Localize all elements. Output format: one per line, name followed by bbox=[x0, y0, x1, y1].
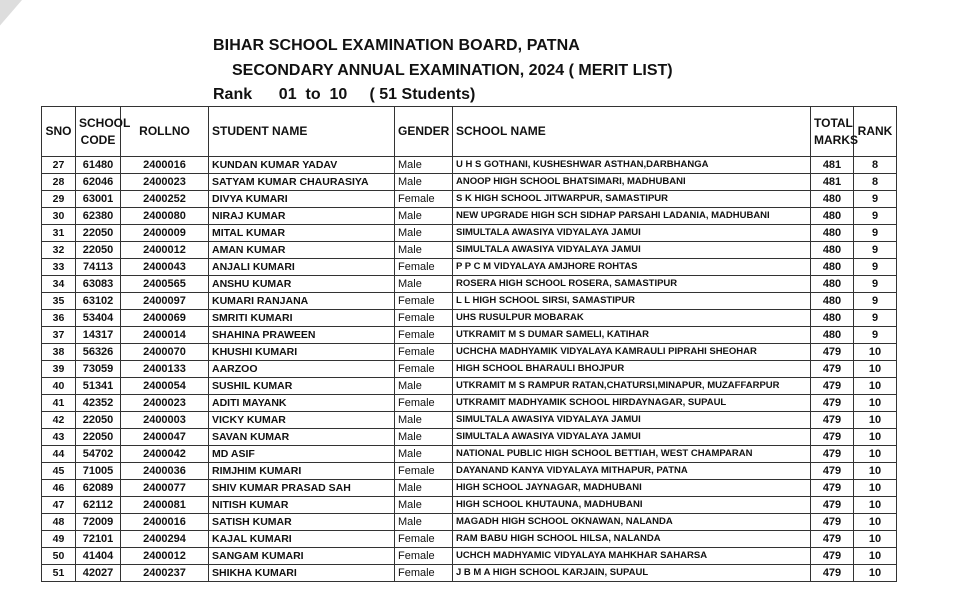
cell-school-name: S K HIGH SCHOOL JITWARPUR, SAMASTIPUR bbox=[453, 191, 811, 208]
cell-rollno: 2400054 bbox=[121, 378, 209, 395]
cell-sno: 48 bbox=[42, 514, 76, 531]
cell-rank: 10 bbox=[854, 514, 897, 531]
cell-school-code: 22050 bbox=[76, 225, 121, 242]
cell-rollno: 2400036 bbox=[121, 463, 209, 480]
cell-rollno: 2400252 bbox=[121, 191, 209, 208]
cell-student-name: SATYAM KUMAR CHAURASIYA bbox=[209, 174, 395, 191]
cell-rollno: 2400237 bbox=[121, 565, 209, 582]
col-rollno: ROLLNO bbox=[121, 107, 209, 157]
table-row bbox=[42, 480, 897, 497]
cell-school-code: 62089 bbox=[76, 480, 121, 497]
cell-rollno: 2400009 bbox=[121, 225, 209, 242]
cell-gender: Female bbox=[395, 259, 453, 276]
cell-school-name: J B M A HIGH SCHOOL KARJAIN, SUPAUL bbox=[453, 565, 811, 582]
board-title: BIHAR SCHOOL EXAMINATION BOARD, PATNA bbox=[213, 37, 580, 54]
cell-sno: 31 bbox=[42, 225, 76, 242]
cell-student-name: ANJALI KUMARI bbox=[209, 259, 395, 276]
cell-total-marks: 479 bbox=[811, 378, 854, 395]
cell-gender: Male bbox=[395, 276, 453, 293]
cell-gender: Male bbox=[395, 412, 453, 429]
cell-total-marks: 479 bbox=[811, 565, 854, 582]
cell-total-marks: 479 bbox=[811, 497, 854, 514]
cell-sno: 43 bbox=[42, 429, 76, 446]
cell-school-code: 72101 bbox=[76, 531, 121, 548]
cell-student-name: SANGAM KUMARI bbox=[209, 548, 395, 565]
cell-rank: 9 bbox=[854, 208, 897, 225]
cell-rank: 10 bbox=[854, 446, 897, 463]
cell-gender: Male bbox=[395, 378, 453, 395]
header-row bbox=[42, 107, 897, 157]
cell-school-name: HIGH SCHOOL BHARAULI BHOJPUR bbox=[453, 361, 811, 378]
cell-school-code: 62380 bbox=[76, 208, 121, 225]
cell-total-marks: 480 bbox=[811, 208, 854, 225]
cell-school-name: MAGADH HIGH SCHOOL OKNAWAN, NALANDA bbox=[453, 514, 811, 531]
cell-sno: 33 bbox=[42, 259, 76, 276]
cell-student-name: KUMARI RANJANA bbox=[209, 293, 395, 310]
table-row bbox=[42, 259, 897, 276]
cell-total-marks: 480 bbox=[811, 310, 854, 327]
cell-student-name: NIRAJ KUMAR bbox=[209, 208, 395, 225]
cell-gender: Female bbox=[395, 531, 453, 548]
cell-school-name: UTKRAMIT M S RAMPUR RATAN,CHATURSI,MINAPUR, MUZAFFARPUR bbox=[453, 378, 811, 395]
cell-rank: 9 bbox=[854, 225, 897, 242]
cell-school-code: 53404 bbox=[76, 310, 121, 327]
cell-school-name: SIMULTALA AWASIYA VIDYALAYA JAMUI bbox=[453, 242, 811, 259]
cell-rank: 8 bbox=[854, 157, 897, 174]
table-row bbox=[42, 378, 897, 395]
cell-rollno: 2400016 bbox=[121, 514, 209, 531]
cell-rollno: 2400043 bbox=[121, 259, 209, 276]
cell-rank: 10 bbox=[854, 344, 897, 361]
cell-sno: 51 bbox=[42, 565, 76, 582]
cell-school-code: 22050 bbox=[76, 412, 121, 429]
cell-total-marks: 480 bbox=[811, 225, 854, 242]
cell-total-marks: 479 bbox=[811, 548, 854, 565]
cell-rollno: 2400012 bbox=[121, 548, 209, 565]
cell-gender: Male bbox=[395, 225, 453, 242]
table-row bbox=[42, 310, 897, 327]
cell-gender: Female bbox=[395, 293, 453, 310]
cell-rollno: 2400294 bbox=[121, 531, 209, 548]
cell-student-name: VICKY KUMAR bbox=[209, 412, 395, 429]
cell-rollno: 2400023 bbox=[121, 395, 209, 412]
cell-sno: 37 bbox=[42, 327, 76, 344]
cell-rank: 9 bbox=[854, 191, 897, 208]
cell-gender: Female bbox=[395, 463, 453, 480]
col-rank: RANK bbox=[854, 107, 897, 157]
cell-rank: 9 bbox=[854, 259, 897, 276]
cell-school-code: 51341 bbox=[76, 378, 121, 395]
cell-rank: 10 bbox=[854, 531, 897, 548]
cell-total-marks: 479 bbox=[811, 344, 854, 361]
cell-school-name: UCHCH MADHYAMIC VIDYALAYA MAHKHAR SAHARSA bbox=[453, 548, 811, 565]
cell-total-marks: 481 bbox=[811, 174, 854, 191]
cell-total-marks: 479 bbox=[811, 412, 854, 429]
cell-school-code: 42027 bbox=[76, 565, 121, 582]
table-row bbox=[42, 412, 897, 429]
cell-gender: Male bbox=[395, 514, 453, 531]
table-row bbox=[42, 463, 897, 480]
col-total-marks bbox=[811, 107, 858, 157]
cell-student-name: KUNDAN KUMAR YADAV bbox=[209, 157, 395, 174]
cell-gender: Female bbox=[395, 548, 453, 565]
cell-gender: Male bbox=[395, 429, 453, 446]
cell-total-marks: 479 bbox=[811, 395, 854, 412]
cell-sno: 28 bbox=[42, 174, 76, 191]
cell-total-marks: 479 bbox=[811, 463, 854, 480]
cell-student-name: KHUSHI KUMARI bbox=[209, 344, 395, 361]
cell-school-name: ROSERA HIGH SCHOOL ROSERA, SAMASTIPUR bbox=[453, 276, 811, 293]
cell-school-name: P P C M VIDYALAYA AMJHORE ROHTAS bbox=[453, 259, 811, 276]
cell-total-marks: 479 bbox=[811, 446, 854, 463]
cell-school-code: 71005 bbox=[76, 463, 121, 480]
table-row bbox=[42, 191, 897, 208]
cell-rank: 9 bbox=[854, 276, 897, 293]
cell-gender: Female bbox=[395, 344, 453, 361]
cell-school-name: DAYANAND KANYA VIDYALAYA MITHAPUR, PATNA bbox=[453, 463, 811, 480]
cell-total-marks: 479 bbox=[811, 514, 854, 531]
cell-school-name: L L HIGH SCHOOL SIRSI, SAMASTIPUR bbox=[453, 293, 811, 310]
cell-rank: 10 bbox=[854, 565, 897, 582]
cell-school-code: 62112 bbox=[76, 497, 121, 514]
cell-school-name: HIGH SCHOOL JAYNAGAR, MADHUBANI bbox=[453, 480, 811, 497]
cell-school-code: 62046 bbox=[76, 174, 121, 191]
col-total-marks-line2: MARKS bbox=[814, 132, 858, 147]
cell-school-code: 61480 bbox=[76, 157, 121, 174]
cell-total-marks: 479 bbox=[811, 361, 854, 378]
cell-gender: Female bbox=[395, 310, 453, 327]
cell-rollno: 2400014 bbox=[121, 327, 209, 344]
cell-sno: 29 bbox=[42, 191, 76, 208]
cell-total-marks: 479 bbox=[811, 531, 854, 548]
cell-school-name: SIMULTALA AWASIYA VIDYALAYA JAMUI bbox=[453, 412, 811, 429]
table-row bbox=[42, 361, 897, 378]
cell-school-code: 73059 bbox=[76, 361, 121, 378]
cell-school-code: 63083 bbox=[76, 276, 121, 293]
table-row bbox=[42, 531, 897, 548]
cell-total-marks: 479 bbox=[811, 480, 854, 497]
cell-rollno: 2400012 bbox=[121, 242, 209, 259]
cell-student-name: SATISH KUMAR bbox=[209, 514, 395, 531]
merit-list-table bbox=[41, 106, 897, 582]
table-row bbox=[42, 208, 897, 225]
col-gender: GENDER bbox=[395, 107, 453, 157]
table-row bbox=[42, 548, 897, 565]
cell-rank: 8 bbox=[854, 174, 897, 191]
cell-rollno: 2400042 bbox=[121, 446, 209, 463]
cell-rank: 10 bbox=[854, 395, 897, 412]
cell-gender: Male bbox=[395, 174, 453, 191]
cell-gender: Female bbox=[395, 395, 453, 412]
cell-school-name: ANOOP HIGH SCHOOL BHATSIMARI, MADHUBANI bbox=[453, 174, 811, 191]
cell-sno: 49 bbox=[42, 531, 76, 548]
table-row bbox=[42, 174, 897, 191]
cell-rank: 9 bbox=[854, 327, 897, 344]
cell-student-name: NITISH KUMAR bbox=[209, 497, 395, 514]
cell-rollno: 2400016 bbox=[121, 157, 209, 174]
cell-total-marks: 480 bbox=[811, 276, 854, 293]
cell-sno: 27 bbox=[42, 157, 76, 174]
cell-total-marks: 479 bbox=[811, 429, 854, 446]
cell-rank: 10 bbox=[854, 548, 897, 565]
table-row bbox=[42, 514, 897, 531]
cell-school-name: RAM BABU HIGH SCHOOL HILSA, NALANDA bbox=[453, 531, 811, 548]
cell-sno: 36 bbox=[42, 310, 76, 327]
cell-student-name: SHIKHA KUMARI bbox=[209, 565, 395, 582]
cell-student-name: SUSHIL KUMAR bbox=[209, 378, 395, 395]
cell-sno: 38 bbox=[42, 344, 76, 361]
cell-student-name: AARZOO bbox=[209, 361, 395, 378]
cell-sno: 30 bbox=[42, 208, 76, 225]
col-sno: SNO bbox=[42, 107, 76, 157]
cell-gender: Male bbox=[395, 446, 453, 463]
cell-school-code: 14317 bbox=[76, 327, 121, 344]
cell-student-name: SAVAN KUMAR bbox=[209, 429, 395, 446]
cell-sno: 32 bbox=[42, 242, 76, 259]
table-row bbox=[42, 157, 897, 174]
cell-school-name: UCHCHA MADHYAMIK VIDYALAYA KAMRAULI PIPRAHI SHEOHAR bbox=[453, 344, 811, 361]
cell-sno: 34 bbox=[42, 276, 76, 293]
cell-student-name: MITAL KUMAR bbox=[209, 225, 395, 242]
cell-sno: 44 bbox=[42, 446, 76, 463]
table-row bbox=[42, 344, 897, 361]
cell-student-name: ADITI MAYANK bbox=[209, 395, 395, 412]
cell-gender: Male bbox=[395, 208, 453, 225]
cell-school-name: SIMULTALA AWASIYA VIDYALAYA JAMUI bbox=[453, 225, 811, 242]
table-row bbox=[42, 276, 897, 293]
cell-student-name: SMRITI KUMARI bbox=[209, 310, 395, 327]
cell-rank: 10 bbox=[854, 497, 897, 514]
cell-student-name: DIVYA KUMARI bbox=[209, 191, 395, 208]
cell-gender: Female bbox=[395, 565, 453, 582]
cell-school-code: 54702 bbox=[76, 446, 121, 463]
cell-gender: Male bbox=[395, 242, 453, 259]
cell-school-code: 22050 bbox=[76, 242, 121, 259]
cell-total-marks: 481 bbox=[811, 157, 854, 174]
table-row bbox=[42, 497, 897, 514]
cell-school-name: NATIONAL PUBLIC HIGH SCHOOL BETTIAH, WEST CHAMPARAN bbox=[453, 446, 811, 463]
cell-total-marks: 480 bbox=[811, 327, 854, 344]
exam-title: SECONDARY ANNUAL EXAMINATION, 2024 ( MERIT LIST) bbox=[232, 62, 673, 79]
cell-sno: 45 bbox=[42, 463, 76, 480]
cell-school-name: HIGH SCHOOL KHUTAUNA, MADHUBANI bbox=[453, 497, 811, 514]
cell-rank: 10 bbox=[854, 378, 897, 395]
cell-sno: 40 bbox=[42, 378, 76, 395]
cell-student-name: MD ASIF bbox=[209, 446, 395, 463]
cell-total-marks: 480 bbox=[811, 259, 854, 276]
cell-student-name: RIMJHIM KUMARI bbox=[209, 463, 395, 480]
cell-student-name: AMAN KUMAR bbox=[209, 242, 395, 259]
cell-gender: Female bbox=[395, 191, 453, 208]
cell-rank: 10 bbox=[854, 429, 897, 446]
cell-student-name: ANSHU KUMAR bbox=[209, 276, 395, 293]
cell-school-name: UHS RUSULPUR MOBARAK bbox=[453, 310, 811, 327]
cell-student-name: SHAHINA PRAWEEN bbox=[209, 327, 395, 344]
cell-sno: 46 bbox=[42, 480, 76, 497]
cell-sno: 35 bbox=[42, 293, 76, 310]
cell-school-code: 63102 bbox=[76, 293, 121, 310]
page-corner-fold bbox=[0, 0, 22, 44]
cell-sno: 42 bbox=[42, 412, 76, 429]
cell-school-code: 56326 bbox=[76, 344, 121, 361]
cell-rank: 9 bbox=[854, 242, 897, 259]
cell-rollno: 2400081 bbox=[121, 497, 209, 514]
cell-rank: 10 bbox=[854, 463, 897, 480]
col-student-name: STUDENT NAME bbox=[209, 107, 395, 157]
cell-total-marks: 480 bbox=[811, 242, 854, 259]
table-row bbox=[42, 429, 897, 446]
cell-total-marks: 480 bbox=[811, 293, 854, 310]
table-header bbox=[42, 107, 897, 157]
cell-rollno: 2400003 bbox=[121, 412, 209, 429]
cell-sno: 41 bbox=[42, 395, 76, 412]
col-total-marks-line1: TOTAL bbox=[814, 115, 853, 130]
cell-rank: 10 bbox=[854, 361, 897, 378]
cell-student-name: SHIV KUMAR PRASAD SAH bbox=[209, 480, 395, 497]
table-body bbox=[42, 157, 897, 582]
cell-student-name: KAJAL KUMARI bbox=[209, 531, 395, 548]
rank-range: Rank 01 to 10 ( 51 Students) bbox=[213, 86, 476, 103]
table-row bbox=[42, 395, 897, 412]
cell-gender: Male bbox=[395, 157, 453, 174]
cell-rank: 10 bbox=[854, 412, 897, 429]
table-row bbox=[42, 327, 897, 344]
cell-rollno: 2400080 bbox=[121, 208, 209, 225]
cell-school-name: NEW UPGRADE HIGH SCH SIDHAP PARSAHI LADANIA, MADHUBANI bbox=[453, 208, 811, 225]
cell-rollno: 2400023 bbox=[121, 174, 209, 191]
cell-school-name: U H S GOTHANI, KUSHESHWAR ASTHAN,DARBHANGA bbox=[453, 157, 811, 174]
cell-school-name: SIMULTALA AWASIYA VIDYALAYA JAMUI bbox=[453, 429, 811, 446]
cell-sno: 50 bbox=[42, 548, 76, 565]
cell-rollno: 2400097 bbox=[121, 293, 209, 310]
cell-gender: Male bbox=[395, 497, 453, 514]
col-school-code-line2: CODE bbox=[80, 132, 116, 147]
cell-gender: Female bbox=[395, 327, 453, 344]
cell-rank: 10 bbox=[854, 480, 897, 497]
table-row bbox=[42, 565, 897, 582]
cell-sno: 39 bbox=[42, 361, 76, 378]
cell-rank: 9 bbox=[854, 293, 897, 310]
cell-school-code: 22050 bbox=[76, 429, 121, 446]
cell-school-code: 63001 bbox=[76, 191, 121, 208]
cell-rollno: 2400077 bbox=[121, 480, 209, 497]
cell-rollno: 2400133 bbox=[121, 361, 209, 378]
cell-school-code: 74113 bbox=[76, 259, 121, 276]
cell-school-code: 42352 bbox=[76, 395, 121, 412]
cell-rollno: 2400070 bbox=[121, 344, 209, 361]
cell-sno: 47 bbox=[42, 497, 76, 514]
cell-rollno: 2400047 bbox=[121, 429, 209, 446]
cell-school-name: UTKRAMIT M S DUMAR SAMELI, KATIHAR bbox=[453, 327, 811, 344]
table-row bbox=[42, 446, 897, 463]
cell-gender: Male bbox=[395, 480, 453, 497]
cell-school-code: 72009 bbox=[76, 514, 121, 531]
cell-gender: Female bbox=[395, 361, 453, 378]
cell-school-name: UTKRAMIT MADHYAMIK SCHOOL HIRDAYNAGAR, SUPAUL bbox=[453, 395, 811, 412]
cell-rank: 9 bbox=[854, 310, 897, 327]
col-school-code bbox=[76, 107, 131, 157]
cell-school-code: 41404 bbox=[76, 548, 121, 565]
table-row bbox=[42, 293, 897, 310]
table-row bbox=[42, 225, 897, 242]
table-row bbox=[42, 242, 897, 259]
col-school-code-line1: SCHOOL bbox=[79, 115, 131, 130]
cell-total-marks: 480 bbox=[811, 191, 854, 208]
col-school-name: SCHOOL NAME bbox=[453, 107, 811, 157]
cell-rollno: 2400069 bbox=[121, 310, 209, 327]
cell-rollno: 2400565 bbox=[121, 276, 209, 293]
